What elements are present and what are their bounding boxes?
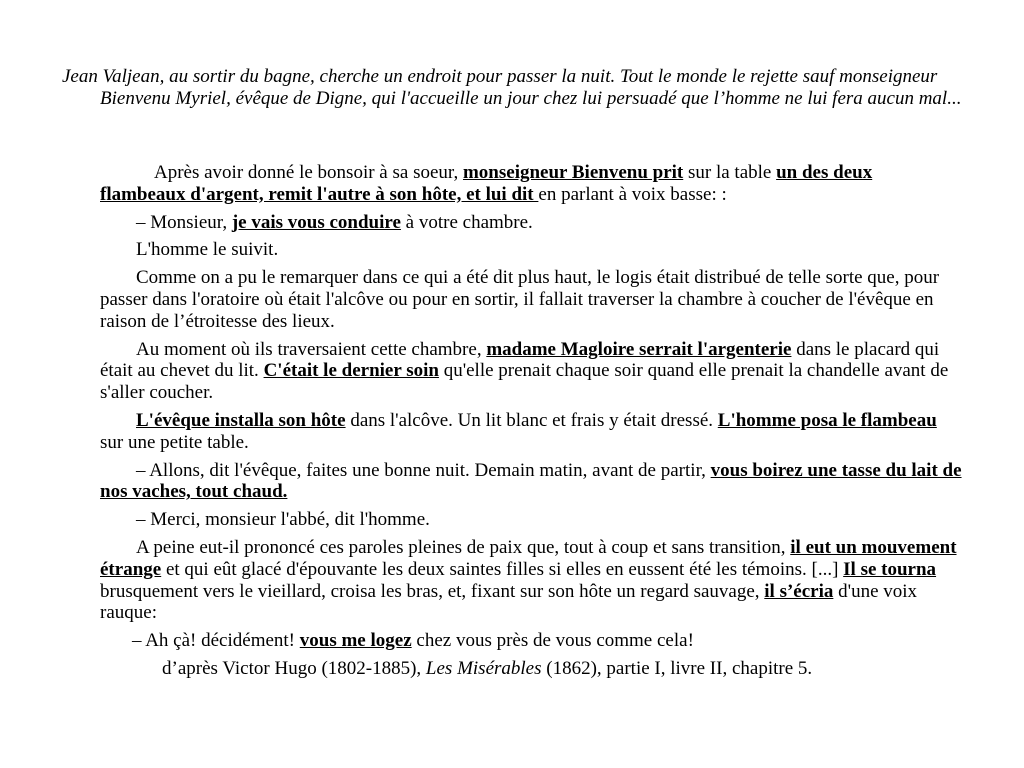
excerpt-text xyxy=(100,162,962,686)
text-run: – Allons, dit l'évêque, faites une bonne nuit. Demain matin, avant de partir, xyxy=(136,459,711,481)
paragraph-4 xyxy=(100,267,962,332)
paragraph-8 xyxy=(100,509,962,531)
highlight: L'homme posa le flambeau xyxy=(717,409,937,431)
highlight: vous boirez une tasse du lait de nos vaches, tout chaud. xyxy=(100,459,962,503)
highlight: vous me logez xyxy=(299,630,412,652)
paragraph-3 xyxy=(100,239,962,261)
paragraph-9 xyxy=(100,537,962,624)
highlight: madame Magloire serrait l'argenterie xyxy=(486,338,792,360)
text-run: chez vous près de vous comme cela! xyxy=(411,630,694,652)
text-run: L'homme le suivit. xyxy=(136,239,279,261)
citation-title: Les Misérables xyxy=(425,657,542,679)
paragraph-10 xyxy=(80,630,962,652)
paragraph-7 xyxy=(100,460,962,504)
text-run: qu'elle prenait chaque soir quand elle prenait la chandelle avant de s'aller coucher. xyxy=(100,360,949,404)
citation-details: (1862), partie I, livre II, chapitre 5. xyxy=(541,657,813,679)
intro-summary: Jean Valjean, au sortir du bagne, cherche un endroit pour passer la nuit. Tout le monde le rejette sauf monseigneur Bienvenu Myriel, évêque de Digne, qui l'accueille un jour chez lui persuadé que l’homme ne lui fera aucun mal... xyxy=(62,66,962,109)
text-run: dans l'alcôve. Un lit blanc et frais y était dressé. xyxy=(345,409,718,431)
citation-author: d’après Victor Hugo (1802-1885), xyxy=(162,657,426,679)
source-citation xyxy=(100,658,962,680)
paragraph-2 xyxy=(100,212,962,234)
highlight: C'était le dernier soin xyxy=(263,360,439,382)
text-run: à votre chambre. xyxy=(400,211,533,233)
text-run: en parlant à voix basse: : xyxy=(538,183,727,205)
text-run: – Merci, monsieur l'abbé, dit l'homme. xyxy=(136,509,430,531)
highlight: monseigneur Bienvenu prit xyxy=(462,162,684,183)
highlight: je vais vous conduire xyxy=(231,211,401,233)
highlight: un des deux flambeaux d'argent, remit l'autre à son hôte, et lui dit xyxy=(100,162,873,205)
text-run: A peine eut-il prononcé ces paroles pleines de paix que, tout à coup et sans transition, xyxy=(136,536,791,558)
text-run: Comme on a pu le remarquer dans ce qui a été dit plus haut, le logis était distribué de telle sorte que, pour passer dans l'oratoire où était l'alcôve ou pour en sortir, il fallait traverser la chambre à coucher de l'évêque en raison de l’étroitesse des lieux. xyxy=(100,267,940,332)
text-run: Après avoir donné le bonsoir à sa soeur, xyxy=(154,162,463,183)
highlight: il eut un mouvement étrange xyxy=(100,536,957,580)
text-run: brusquement vers le vieillard, croisa les bras, et, fixant sur son hôte un regard sauvage, xyxy=(100,580,765,602)
text-run: sur la table xyxy=(683,162,777,183)
text-run: d'une voix rauque: xyxy=(100,580,918,624)
highlight: L'évêque installa son hôte xyxy=(136,409,346,431)
text-run: Au moment où ils traversaient cette chambre, xyxy=(136,338,487,360)
paragraph-1 xyxy=(100,162,962,206)
text-run: sur une petite table. xyxy=(100,431,249,453)
text-run: – Ah çà! décidément! xyxy=(132,630,300,652)
text-run: – Monsieur, xyxy=(136,211,232,233)
highlight: Il se tourna xyxy=(843,558,937,580)
paragraph-6 xyxy=(100,410,962,454)
paragraph-5 xyxy=(100,339,962,404)
text-run: et qui eût glacé d'épouvante les deux saintes filles si elles en eussent été les témoins. [...] xyxy=(161,558,844,580)
text-run: dans le placard qui était au chevet du lit. xyxy=(100,338,940,382)
highlight: il s’écria xyxy=(764,580,834,602)
